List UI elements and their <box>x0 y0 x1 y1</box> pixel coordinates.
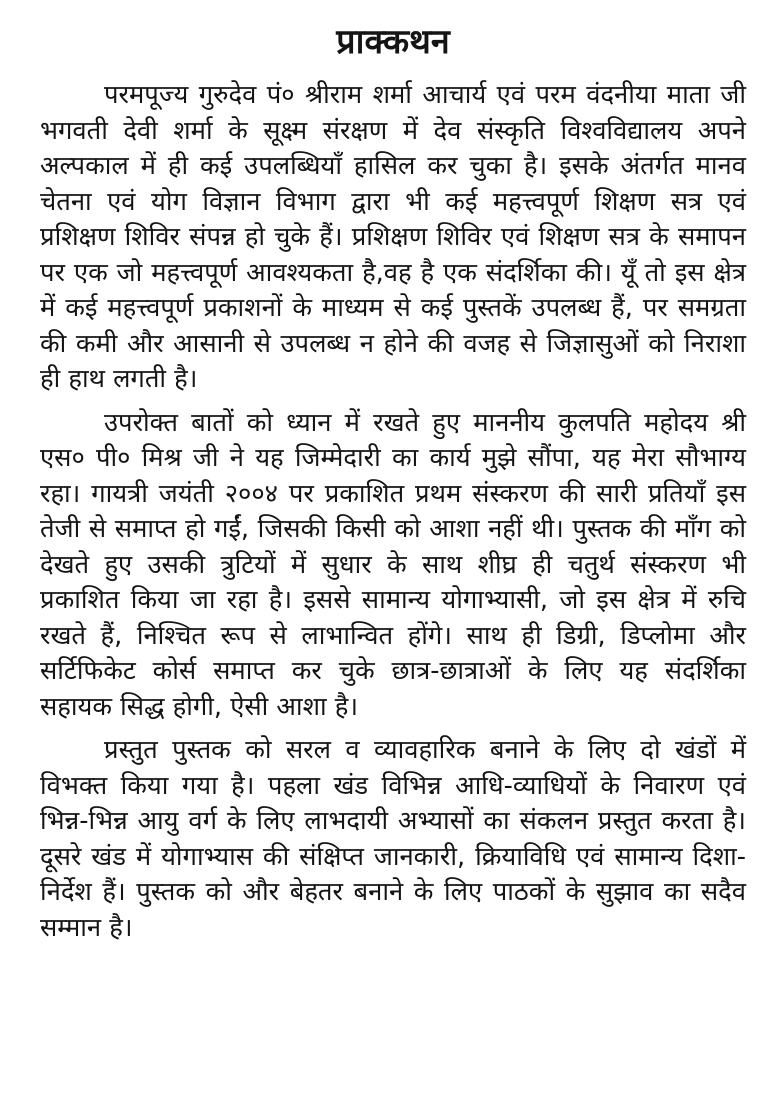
paragraph-3: प्रस्तुत पुस्तक को सरल व व्यावहारिक बनाने के लिए दो खंडों में विभक्त किया गया है। पहला खंड विभिन्न आधि-व्याधियों के निवारण एवं भिन्न-भिन्न आयु वर्ग के लिए लाभदायी अभ्यासों का संकलन प्रस्तुत करता है। दूसरे खंड में योगाभ्यास की संक्षिप्त जानकारी, क्रियाविधि एवं सामान्य दिशा-निर्देश हैं। पुस्तक को और बेहतर बनाने के लिए पाठकों के सुझाव का सदैव सम्मान है। <box>40 735 746 943</box>
page-title: प्राक्कथन <box>336 22 450 62</box>
paragraph-2: उपरोक्त बातों को ध्यान में रखते हुए माननीय कुलपति महोदय श्री एस० पी० मिश्र जी ने यह जिम्मेदारी का कार्य मुझे सौंपा, यह मेरा सौभाग्य रहा। गायत्री जयंती २००४ पर प्रकाशित प्रथम संस्करण की सारी प्रतियाँ इस तेजी से समाप्त हो गईं, जिसकी किसी को आशा नहीं थी। पुस्तक की माँग को देखते हुए उसकी त्रुटियों में सुधार के साथ शीघ्र ही चतुर्थ संस्करण भी प्रकाशित किया जा रहा है। इससे सामान्य योगाभ्यासी, जो इस क्षेत्र में रुचि रखते हैं, निश्चित रूप से लाभान्वित होंगे। साथ ही डिग्री, डिप्लोमा और सर्टिफिकेट कोर्स समाप्त कर चुके छात्र-छात्राओं के लिए यह संदर्शिका सहायक सिद्ध होगी, ऐसी आशा है। <box>40 407 746 722</box>
paragraph-1: परमपूज्य गुरुदेव पं० श्रीराम शर्मा आचार्य एवं परम वंदनीया माता जी भगवती देवी शर्मा के सूक्ष्म संरक्षण में देव संस्कृति विश्वविद्यालय अपने अल्पकाल में ही कई उपलब्धियाँ हासिल कर चुका है। इसके अंतर्गत मानव चेतना एवं योग विज्ञान विभाग द्वारा भी कई महत्त्वपूर्ण शिक्षण सत्र एवं प्रशिक्षण शिविर संपन्न हो चुके हैं। प्रशिक्षण शिविर एवं शिक्षण सत्र के समापन पर एक जो महत्त्वपूर्ण आवश्यकता है,वह है एक संदर्शिका की। यूँ तो इस क्षेत्र में कई महत्त्वपूर्ण प्रकाशनों के माध्यम से कई पुस्तकें उपलब्ध हैं, पर समग्रता की कमी और आसानी से उपलब्ध न होने की वजह से जिज्ञासुओं को निराशा ही हाथ लगती है। <box>40 80 746 394</box>
